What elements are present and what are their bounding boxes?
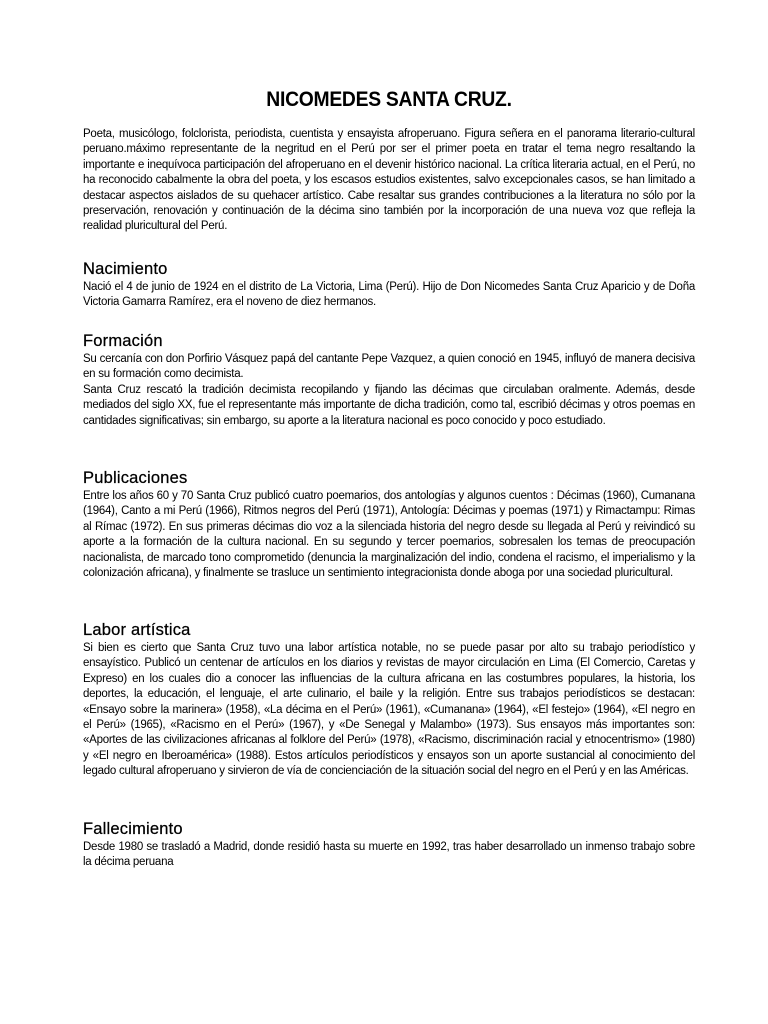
section-fallecimiento	[83, 819, 695, 871]
formacion-paragraph-2: Santa Cruz rescató la tradición decimista recopilando y fijando las décimas que circulaban oralmente. Además, desde mediados del siglo XX, fue el representante más importante de dicha tradición, como tal, escribió décimas y otros poemas en cantidades significativas; sin embargo, su aporte a la literatura nacional es poco conocido y poco estudiado.	[83, 383, 695, 427]
intro-paragraph: Poeta, musicólogo, folclorista, periodista, cuentista y ensayista afroperuano. Figura señera en el panorama literario-cultural peruano.máximo representante de la negritud en el Perú por ser el primer poeta en tratar el tema negro resaltando la importante e inequívoca participación del afroperuano en el devenir histórico nacional. La crítica literaria actual, en el Perú, no ha reconocido cabalmente la obra del poeta, y los escasos estudios existentes, salvo excepcionales casos, se han limitado a destacar aspectos aislados de su quehacer artístico. Cabe resaltar sus grandes contribuciones a la literatura no sólo por la preservación, renovación y continuación de la décima sino también por la incorporación de una nueva voz que refleja la realidad pluricultural del Perú.	[83, 128, 695, 233]
section-heading-fallecimiento: Fallecimiento	[83, 820, 183, 838]
section-labor-artistica	[83, 620, 695, 780]
labor-artistica-paragraph: Si bien es cierto que Santa Cruz tuvo una labor artística notable, no se puede pasar por alto su trabajo periodístico y ensayístico. Publicó un centenar de artículos en los diarios y revistas de mayor circulación en Lima (El Comercio, Caretas y Expreso) en los cuales dio a conocer las influencias de la cultura africana en las costumbres populares, la historia, los deportes, la educación, el lenguaje, el arte culinario, el baile y la religión. Entre sus trabajos periodísticos se destacan: «Ensayo sobre la marinera» (1958), «La décima en el Perú» (1961), «Cumanana» (1964), «El festejo» (1964), «El negro en el Perú» (1965), «Racismo en el Perú» (1967), y «De Senegal y Malambo» (1973). Sus ensayos más importantes son: «Aportes de las civilizaciones africanas al folklore del Perú» (1978), «Racismo, discriminación racial y etnocentrismo» (1980) y «El negro en Iberoamérica» (1988). Estos artículos periodísticos y ensayos son un aporte sustancial al conocimiento del legado cultural afroperuano y sirvieron de vía de concienciación de la situación social del negro en el Perú y en las Américas.	[83, 642, 695, 778]
nacimiento-paragraph: Nació el 4 de junio de 1924 en el distrito de La Victoria, Lima (Perú). Hijo de Don Nicomedes Santa Cruz Aparicio y de Doña Victoria Gamarra Ramírez, era el noveno de diez hermanos.	[83, 281, 695, 309]
section-heading-formacion: Formación	[83, 332, 163, 350]
section-formacion	[83, 331, 695, 429]
publicaciones-paragraph: Entre los años 60 y 70 Santa Cruz publicó cuatro poemarios, dos antologías y algunos cuentos : Décimas (1960), Cumanana (1964), Canto a mi Perú (1966), Ritmos negros del Perú (1971), Antología: Décimas y poemas (1971) y Rimactampu: Rimas al Rímac (1972). En sus primeras décimas dio voz a la silenciada historia del negro desde su llegada al Perú y reivindicó su aporte a la formación de la cultura nacional. En su segundo y tercer poemarios, sobresalen los temas de preocupación nacionalista, de marcado tono comprometido (denuncia la marginalización del indio, condena el racismo, el imperialismo y la colonización africana), y finalmente se trasluce un sentimiento integracionista donde aboga por una sociedad pluricultural.	[83, 490, 695, 580]
formacion-paragraph-1: Su cercanía con don Porfirio Vásquez papá del cantante Pepe Vazquez, a quien conoció en 1945, influyó de manera decisiva en su formación como decimista.	[83, 353, 695, 381]
section-heading-nacimiento: Nacimiento	[83, 260, 168, 278]
fallecimiento-paragraph: Desde 1980 se trasladó a Madrid, donde residió hasta su muerte en 1992, tras haber desarrollado un inmenso trabajo sobre la décima peruana	[83, 841, 695, 869]
section-nacimiento	[83, 259, 695, 311]
section-heading-publicaciones: Publicaciones	[83, 469, 188, 487]
intro-section	[83, 127, 695, 235]
section-publicaciones	[83, 468, 695, 581]
document-title: NICOMEDES SANTA CRUZ.	[266, 88, 512, 111]
section-heading-labor-artistica: Labor artística	[83, 621, 191, 639]
